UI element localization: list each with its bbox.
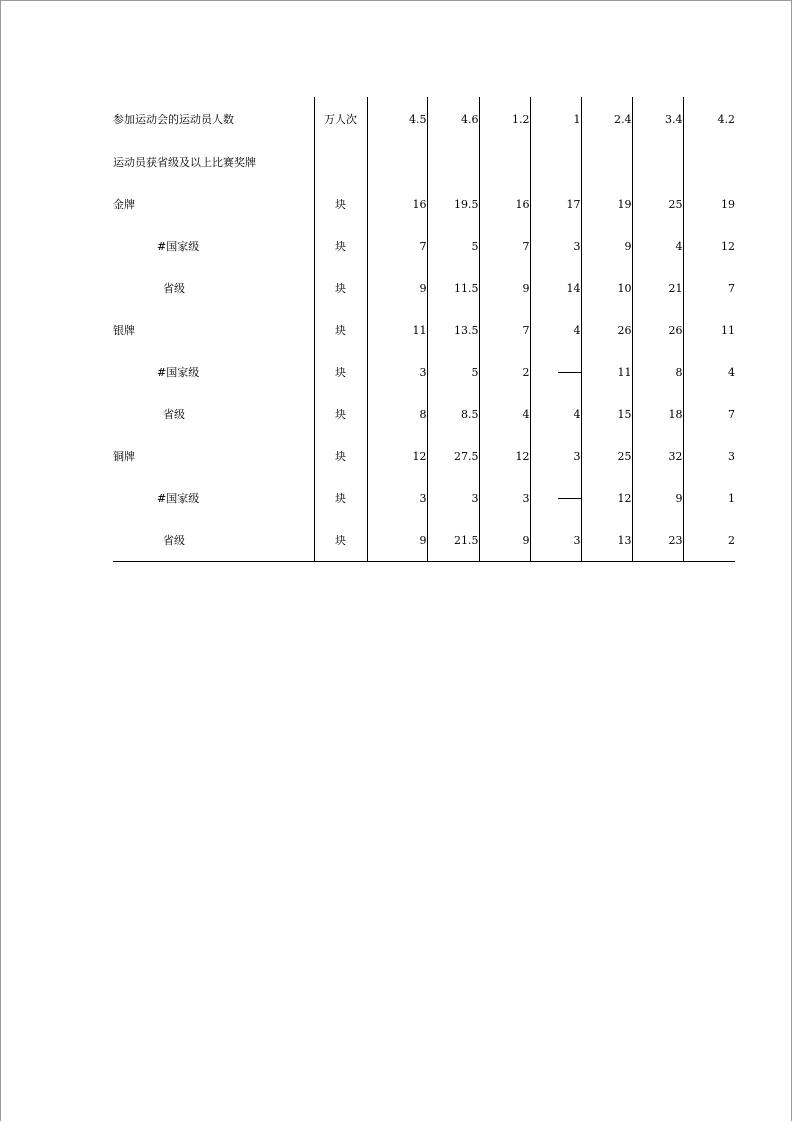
- value-cell: 7: [479, 225, 530, 267]
- value-cell: 3.4: [632, 97, 683, 141]
- value-cell: 26: [581, 309, 632, 351]
- table-row: [113, 519, 735, 562]
- value-cell: [367, 141, 427, 183]
- table-row: [113, 477, 735, 519]
- value-cell: 1.2: [479, 97, 530, 141]
- table-row: [113, 97, 735, 141]
- unit-cell: 块: [314, 183, 367, 225]
- value-cell: 21.5: [427, 519, 479, 562]
- value-cell: 4: [632, 225, 683, 267]
- row-label: 省级: [113, 519, 314, 562]
- value-cell: 9: [632, 477, 683, 519]
- value-cell: 9: [367, 519, 427, 562]
- value-cell: 32: [632, 435, 683, 477]
- value-cell: 12: [367, 435, 427, 477]
- value-cell: 3: [530, 519, 581, 562]
- value-cell: 11.5: [427, 267, 479, 309]
- row-label: #国家级: [157, 366, 200, 379]
- value-cell: 4: [728, 365, 735, 379]
- value-cell: 14: [530, 267, 581, 309]
- value-cell: 3: [367, 351, 427, 393]
- value-cell: 12: [479, 435, 530, 477]
- value-cell: 15: [581, 393, 632, 435]
- value-cell: 11: [367, 309, 427, 351]
- unit-cell: 块: [314, 435, 367, 477]
- value-cell: 1: [530, 97, 581, 141]
- value-cell: [530, 351, 581, 393]
- value-cell: 11: [721, 323, 735, 337]
- value-cell: 21: [632, 267, 683, 309]
- value-cell: 4: [530, 393, 581, 435]
- value-cell: [632, 141, 683, 183]
- value-cell: 3: [728, 449, 735, 463]
- row-label: 金牌: [113, 198, 135, 211]
- table-row: [113, 141, 735, 183]
- row-label: #国家级: [157, 492, 200, 505]
- table-row: [113, 225, 735, 267]
- row-label: 银牌: [113, 324, 135, 337]
- value-cell: 8: [632, 351, 683, 393]
- value-cell: [427, 141, 479, 183]
- value-cell: 19.5: [427, 183, 479, 225]
- table-row: [113, 435, 735, 477]
- value-cell: 27.5: [427, 435, 479, 477]
- unit-cell: 块: [314, 309, 367, 351]
- value-cell: 19: [581, 183, 632, 225]
- unit-cell: 块: [314, 477, 367, 519]
- value-cell: 8.5: [427, 393, 479, 435]
- value-cell: 9: [479, 267, 530, 309]
- row-label: 运动员获省级及以上比赛奖牌: [113, 156, 256, 169]
- row-label: 省级: [163, 282, 185, 295]
- row-label: 参加运动会的运动员人数: [113, 113, 234, 126]
- value-cell: 3: [479, 477, 530, 519]
- unit-cell: 万人次: [314, 97, 367, 141]
- table-row: [113, 393, 735, 435]
- value-cell: 25: [632, 183, 683, 225]
- value-cell: [479, 141, 530, 183]
- value-cell: 1: [728, 491, 735, 505]
- value-cell: 25: [581, 435, 632, 477]
- value-cell: 16: [367, 183, 427, 225]
- value-cell: 17: [530, 183, 581, 225]
- value-cell: 12: [721, 239, 735, 253]
- value-cell: 3: [427, 477, 479, 519]
- value-cell: 11: [581, 351, 632, 393]
- value-cell: 2.4: [581, 97, 632, 141]
- value-cell: 8: [367, 393, 427, 435]
- unit-cell: 块: [314, 351, 367, 393]
- unit-cell: 块: [314, 267, 367, 309]
- value-cell: 4.5: [367, 97, 427, 141]
- value-cell: 19: [721, 197, 735, 211]
- value-cell: 3: [530, 435, 581, 477]
- unit-cell: 块: [314, 225, 367, 267]
- table-row: [113, 351, 735, 393]
- value-cell: 7: [367, 225, 427, 267]
- statistics-table: [113, 97, 735, 562]
- value-cell: 7: [479, 309, 530, 351]
- value-cell: 16: [479, 183, 530, 225]
- row-label: 省级: [163, 408, 185, 421]
- dash-mark: [558, 372, 582, 373]
- value-cell: 10: [581, 267, 632, 309]
- value-cell: 12: [581, 477, 632, 519]
- value-cell: [581, 141, 632, 183]
- value-cell: [530, 141, 581, 183]
- row-label: 铜牌: [113, 450, 135, 463]
- table-row: [113, 309, 735, 351]
- value-cell: 4: [530, 309, 581, 351]
- value-cell: 4: [479, 393, 530, 435]
- value-cell: 3: [530, 225, 581, 267]
- row-label: #国家级: [157, 240, 200, 253]
- table-row: [113, 267, 735, 309]
- value-cell: 7: [728, 281, 735, 295]
- value-cell: 9: [367, 267, 427, 309]
- unit-cell: 块: [314, 519, 367, 562]
- dash-mark: [558, 498, 582, 499]
- value-cell: 5: [427, 225, 479, 267]
- value-cell: [683, 141, 735, 183]
- value-cell: 26: [632, 309, 683, 351]
- table-row: [113, 183, 735, 225]
- value-cell: 2: [479, 351, 530, 393]
- value-cell: 13: [581, 519, 632, 562]
- value-cell: 7: [728, 407, 735, 421]
- value-cell: 13.5: [427, 309, 479, 351]
- value-cell: 3: [367, 477, 427, 519]
- value-cell: 18: [632, 393, 683, 435]
- value-cell: 2: [683, 519, 735, 562]
- value-cell: 4.6: [427, 97, 479, 141]
- value-cell: 5: [427, 351, 479, 393]
- value-cell: [530, 477, 581, 519]
- value-cell: 4.2: [717, 112, 735, 126]
- unit-cell: 块: [314, 393, 367, 435]
- value-cell: 9: [581, 225, 632, 267]
- unit-cell: [314, 141, 367, 183]
- value-cell: 9: [479, 519, 530, 562]
- value-cell: 23: [632, 519, 683, 562]
